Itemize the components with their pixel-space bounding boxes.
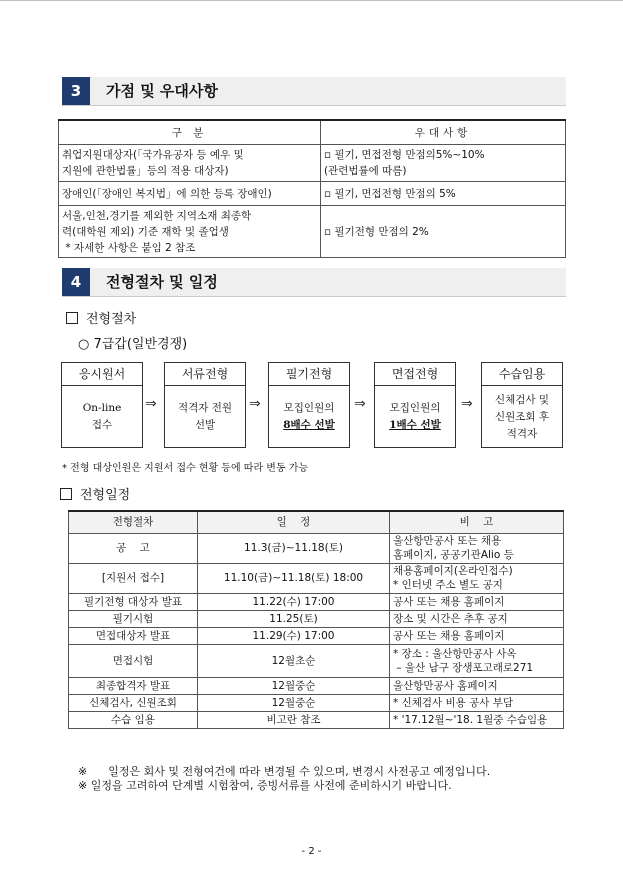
schedule-table [68,510,564,729]
header-category: 구 분 [59,120,321,145]
step-title: 면접전형 [375,363,455,386]
table-row [59,182,566,206]
arrow-icon: ⇒ [354,396,366,412]
section-3-number: 3 [62,77,90,105]
benefit-cell: ▫ 필기전형 만점의 2% [321,206,566,258]
step-note: * 전형 대상인원은 지원서 접수 현황 등에 따라 변동 가능 [62,463,309,474]
section-3-header [62,77,566,106]
footnote: ※ 일정은 회사 및 전형여건에 따라 변경될 수 있으며, 변경시 사전공고 예정입니다. [78,765,491,778]
section-3-title: 가점 및 우대사항 [106,82,218,100]
category-cell: 서울,인천,경기를 제외한 지역소재 최종학 력(대학원 제외) 기준 재학 및 졸업생 * 자세한 사항은 붙임 2 참조 [59,206,321,258]
table-row: [지원서 접수] 11.10(금)∼11.18(토) 18:00 채용홈페이지(온라인접수) * 인터넷 주소 별도 공지 [69,563,564,593]
grade-label: ○ 7급갑(일반경쟁) [78,337,188,352]
benefit-cell: ▫ 필기, 면접전형 만점의 5% [321,182,566,206]
header-benefit: 우대사항 [321,120,566,145]
page-number: - 2 - [301,846,322,857]
table-header-row [69,511,564,533]
table-row: 수습 임용 비고란 참조 * '17.12월∼'18. 1월중 수습임용 [69,711,564,728]
step-application [61,362,143,448]
header-note: 비 고 [390,511,564,533]
table-row [59,145,566,182]
step-body: 신체검사 및 신원조회 후 적격자 [494,393,550,440]
step-title: 필기전형 [269,363,349,386]
step-body: 모집인원의 1배수 선발 [389,402,441,431]
header-stage: 전형절차 [69,511,198,533]
step-title: 서류전형 [165,363,245,386]
step-probation [481,362,563,448]
arrow-icon: ⇒ [145,396,157,412]
checkbox-square-icon [66,312,78,324]
table-header-row [59,120,566,145]
step-body: 모집인원의 8배수 선발 [283,402,335,431]
preference-table [58,119,566,258]
step-written [268,362,350,448]
section-4-header [62,268,566,297]
arrow-icon: ⇒ [249,396,261,412]
step-document [164,362,246,448]
step-interview [374,362,456,448]
arrow-icon: ⇒ [461,396,473,412]
table-row [59,206,566,258]
category-cell: 장애인(「장애인 복지법」에 의한 등록 장애인) [59,182,321,206]
table-row: 필기전형 대상자 발표 11.22(수) 17:00 공사 또는 채용 홈페이지 [69,593,564,610]
section-4-number: 4 [62,268,90,296]
table-row: 면접시험 12월초순 * 장소 : 울산항만공사 사옥 – 울산 남구 장생포고래로271 [69,644,564,677]
footnote: ※ 일정을 고려하여 단계별 시험참여, 증빙서류를 사전에 준비하시기 바랍니다. [78,779,452,792]
header-date: 일 정 [198,511,390,533]
table-row: 공 고 11.3(금)∼11.18(토) 울산항만공사 또는 채용 홈페이지, 공공기관Alio 등 [69,533,564,563]
benefit-cell: ▫ 필기, 면접전형 만점의5%∼10% (관련법률에 따름) [321,145,566,182]
step-body: 적격자 전원 선발 [177,402,233,431]
schedule-heading: 전형일정 [60,484,130,503]
table-row: 신체검사, 신원조회 12월중순 * 신체검사 비용 공사 부담 [69,694,564,711]
table-row: 최종합격자 발표 12월중순 울산항만공사 홈페이지 [69,677,564,694]
checkbox-square-icon [60,488,72,500]
category-cell: 취업지원대상자(「국가유공자 등 예우 및 지원에 관한법률」등의 적용 대상자) [59,145,321,182]
procedure-heading: 전형절차 [66,308,136,327]
table-row: 필기시험 11.25(토) 장소 및 시간은 추후 공지 [69,610,564,627]
step-title: 수습임용 [482,363,562,386]
top-rule [0,0,623,1]
step-title: 응시원서 [62,363,142,386]
section-4-title: 전형절차 및 일정 [106,273,218,291]
table-row: 면접대상자 발표 11.29(수) 17:00 공사 또는 채용 홈페이지 [69,627,564,644]
step-body: On-line 접수 [82,402,122,431]
